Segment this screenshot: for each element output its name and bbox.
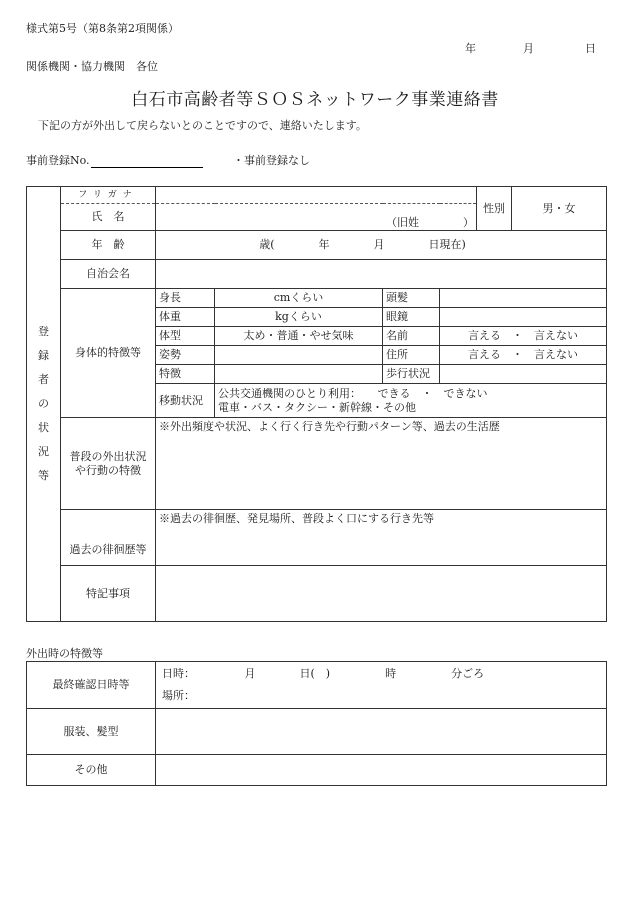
posture-label: 姿勢 (156, 346, 215, 365)
form-number: 様式第5号（第8条第2項関係） (26, 22, 179, 35)
date-month: 月 (523, 42, 534, 55)
intro-text: 下記の方が外出して戻らないとのことですので、連絡いたします。 (38, 119, 367, 132)
registrant-section-label: 登 録 者 の 状 況 等 (27, 187, 61, 622)
last-seen-field[interactable] (156, 662, 607, 709)
weight-label: 体重 (156, 308, 215, 327)
last-seen-label: 最終確認日時等 (27, 662, 156, 709)
wander-field[interactable]: ※過去の徘徊歴、発見場所、普段よく口にする行き先等 (156, 510, 607, 566)
hair-label: 頭髪 (383, 289, 440, 308)
name-ability-field[interactable]: 言える ・ 言えない (440, 327, 607, 346)
clothing-field[interactable] (156, 709, 607, 755)
jichikai-label: 自治会名 (61, 260, 156, 289)
age-field[interactable]: 歳( 年 月 日現在) (156, 231, 607, 260)
date-year: 年 (465, 42, 476, 55)
furigana-label: フリガナ (61, 187, 156, 204)
page-title: 白石市高齢者等ＳＯＳネットワーク事業連絡書 (131, 90, 499, 110)
outing-section-title: 外出時の特徴等 (26, 647, 103, 660)
registration-number-field[interactable] (91, 155, 203, 168)
movement-line-2: 電車・バス・タクシー・新幹線・その他 (218, 400, 416, 414)
outing-label: 普段の外出状況 や行動の特徴 (61, 418, 156, 510)
name-label: 氏 名 (61, 204, 156, 231)
registrant-table (26, 186, 607, 622)
special-notes-label: 特記事項 (61, 566, 156, 622)
age-label: 年 齢 (61, 231, 156, 260)
glasses-label: 眼鏡 (383, 308, 440, 327)
old-name: （旧姓 ） (386, 216, 474, 229)
other-label: その他 (27, 755, 156, 786)
gender-value[interactable]: 男・女 (512, 187, 607, 231)
wander-label: 過去の徘徊歴等 (61, 510, 156, 566)
recipient: 関係機関・協力機関 各位 (26, 60, 158, 73)
walking-label: 歩行状況 (383, 365, 440, 384)
name-ability-label: 名前 (383, 327, 440, 346)
address-ability-label: 住所 (383, 346, 440, 365)
walking-field[interactable] (440, 365, 607, 384)
features-label: 特徴 (156, 365, 215, 384)
physical-label: 身体的特徴等 (61, 289, 156, 418)
weight-field[interactable]: kgくらい (215, 308, 383, 327)
address-ability-field[interactable]: 言える ・ 言えない (440, 346, 607, 365)
gender-label: 性別 (477, 187, 512, 231)
other-field[interactable] (156, 755, 607, 786)
name-field[interactable] (156, 204, 477, 231)
movement-line-1: 公共交通機関のひとり利用： できる ・ できない (218, 386, 488, 400)
no-registration: ・事前登録なし (233, 154, 310, 167)
movement-field[interactable] (215, 384, 607, 418)
date-day: 日 (585, 42, 596, 55)
height-field[interactable]: cmくらい (215, 289, 383, 308)
movement-label: 移動状況 (156, 384, 215, 418)
registration-number (26, 152, 203, 168)
furigana-field[interactable] (156, 187, 477, 204)
build-field[interactable]: 太め・普通・やせ気味 (215, 327, 383, 346)
outing-table (26, 661, 607, 786)
datetime-line: 日時： 月 日( ) 時 分ごろ (162, 667, 485, 680)
features-field[interactable] (215, 365, 383, 384)
place-line: 場所： (162, 689, 195, 702)
hair-field[interactable] (440, 289, 607, 308)
outing-field[interactable]: ※外出頻度や状況、よく行く行き先や行動パターン等、過去の生活歴 (156, 418, 607, 510)
build-label: 体型 (156, 327, 215, 346)
jichikai-field[interactable] (156, 260, 607, 289)
height-label: 身長 (156, 289, 215, 308)
clothing-label: 服装、髪型 (27, 709, 156, 755)
posture-field[interactable] (215, 346, 383, 365)
registration-label: 事前登録No. (26, 154, 90, 167)
glasses-field[interactable] (440, 308, 607, 327)
special-notes-field[interactable] (156, 566, 607, 622)
